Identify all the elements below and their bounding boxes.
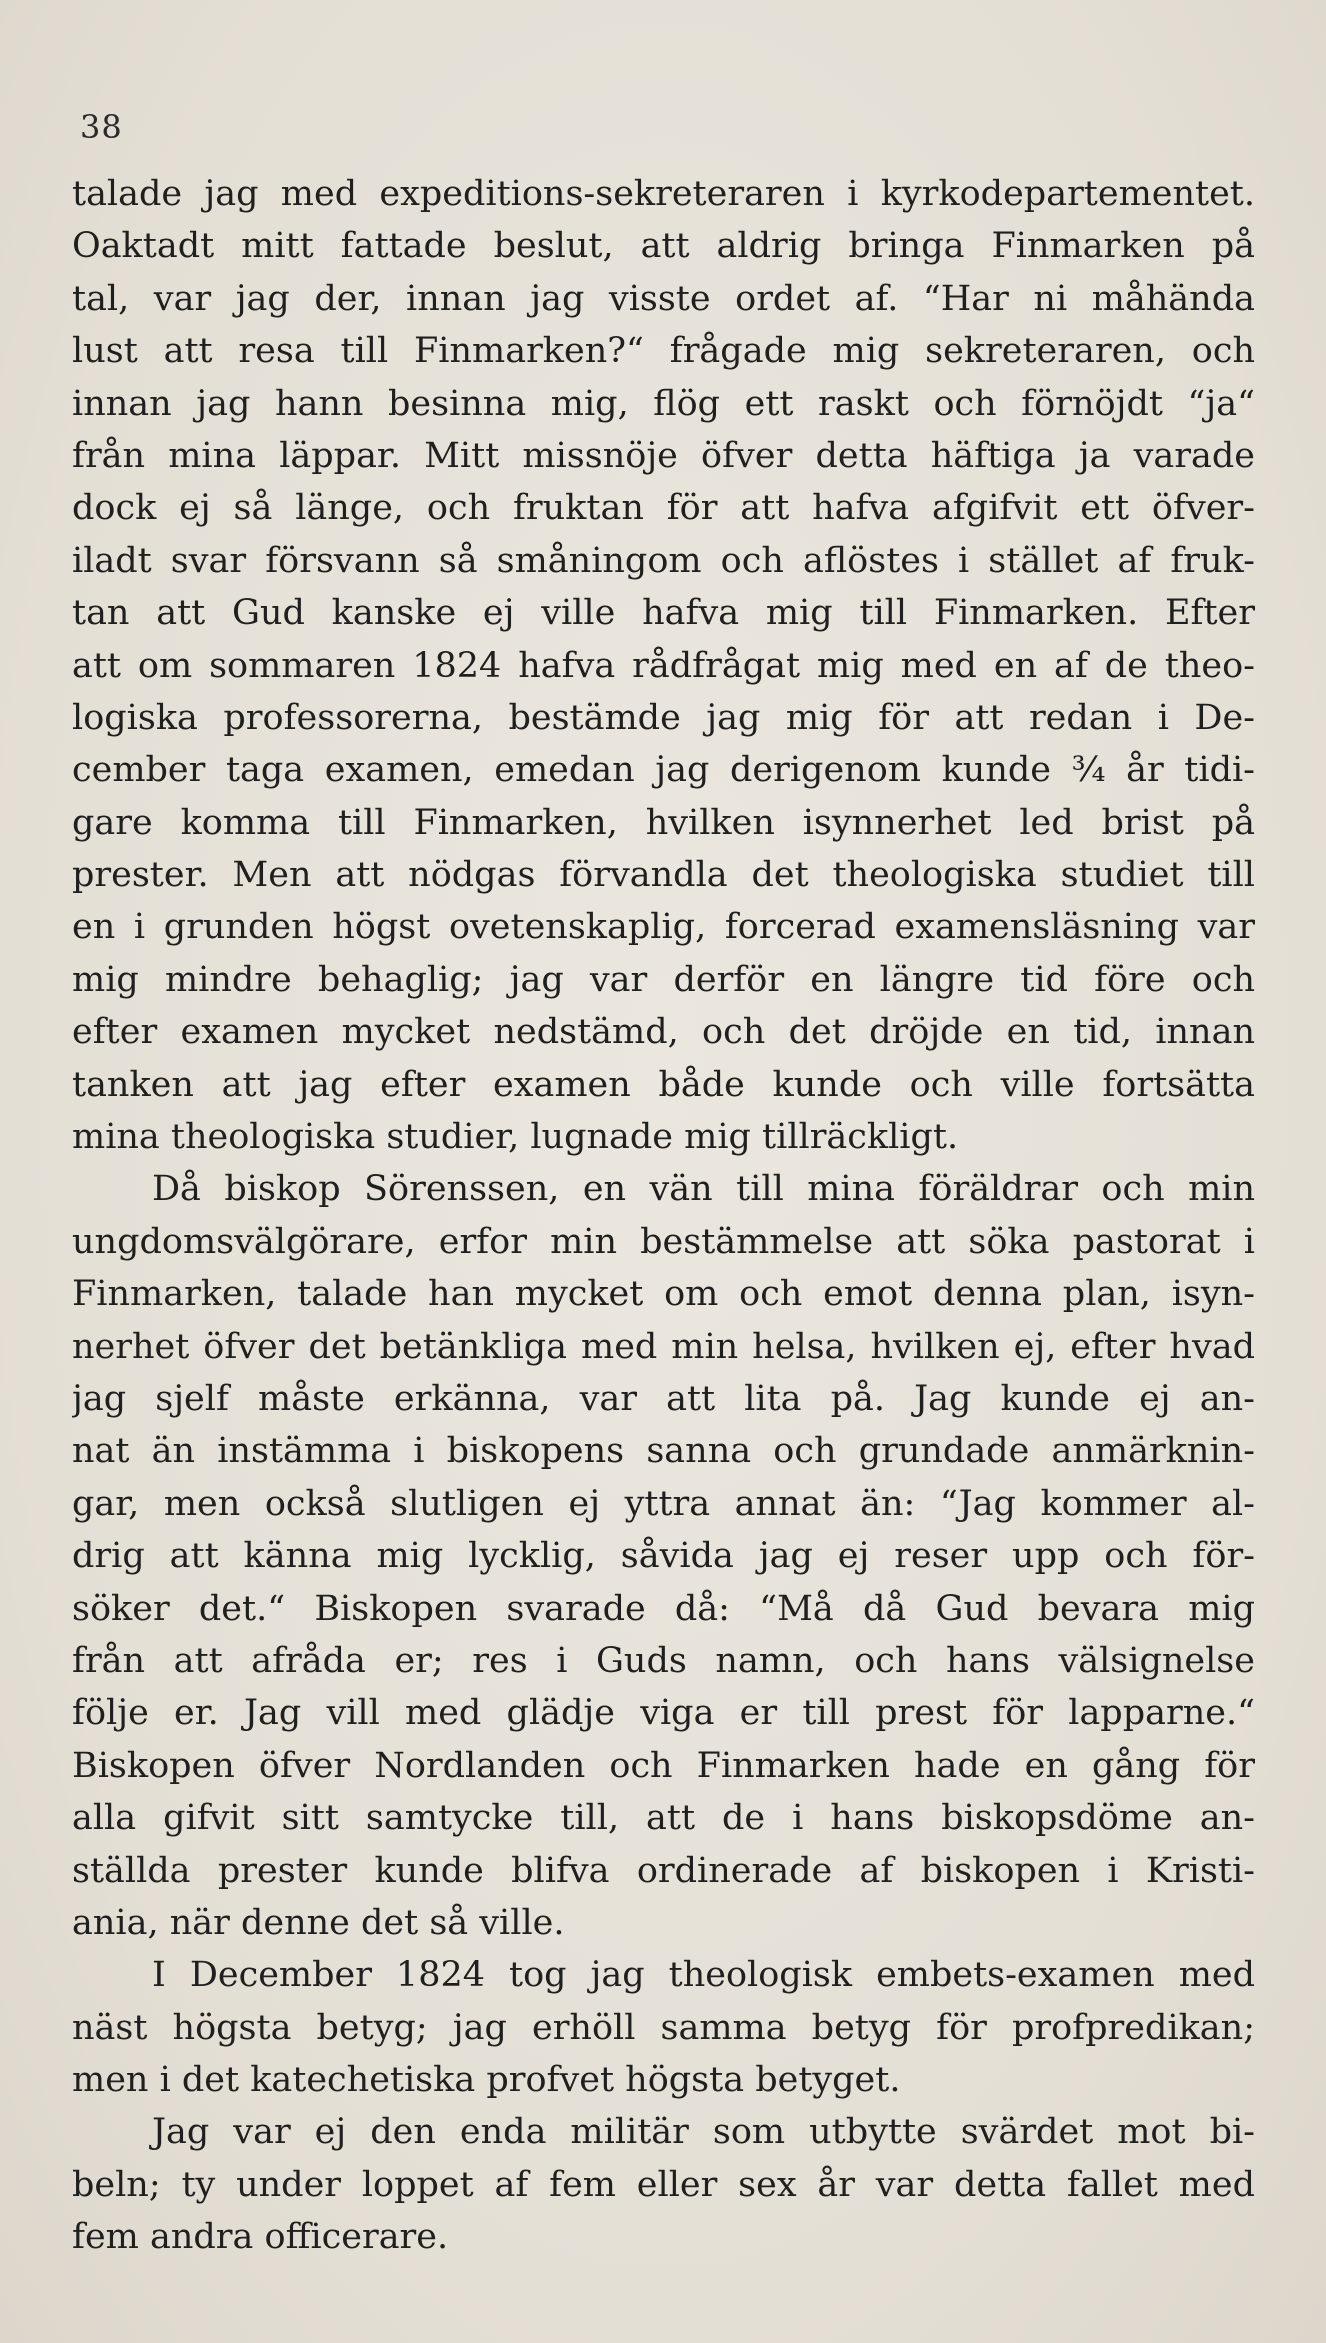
text-line: Då biskop Sörenssen, en vän till mina föräldrar och min: [152, 1169, 1255, 1210]
paragraph: [72, 2106, 1255, 2263]
text-line: ungdomsvälgörare, erfor min bestämmelse att söka pastorat i: [72, 1221, 1255, 1262]
text-line: innan jag hann besinna mig, flög ett raskt och förnöjdt “ja“: [72, 383, 1255, 424]
text-line: Jag var ej den enda militär som utbytte svärdet mot bi-: [152, 2112, 1255, 2153]
text-line: en i grunden högst ovetenskaplig, forcerad examensläsning var: [72, 907, 1255, 948]
text-line: dock ej så länge, och fruktan för att hafva afgifvit ett öfver-: [72, 488, 1255, 529]
text-line: Oaktadt mitt fattade beslut, att aldrig bringa Finmarken på: [72, 226, 1255, 267]
page-number: 38: [80, 108, 123, 146]
text-line: gare komma till Finmarken, hvilken isynnerhet led brist på: [72, 802, 1255, 843]
text-line: Finmarken, talade han mycket om och emot denna plan, isyn-: [72, 1274, 1255, 1315]
text-line: beln; ty under loppet af fem eller sex år var detta fallet med: [72, 2164, 1255, 2205]
text-line: tan att Gud kanske ej ville hafva mig till Finmarken. Efter: [72, 593, 1255, 634]
paragraph: [72, 1949, 1255, 2106]
text-line: efter examen mycket nedstämd, och det dröjde en tid, innan: [72, 1012, 1255, 1053]
text-line: alla gifvit sitt samtycke till, att de i hans biskopsdöme an-: [72, 1798, 1255, 1839]
text-line: fem andra officerare.: [72, 2217, 449, 2258]
body-text: [72, 168, 1255, 2264]
text-line: mina theologiska studier, lugnade mig tillräckligt.: [72, 1117, 959, 1158]
text-line: följe er. Jag vill med glädje viga er till prest för lapparne.“: [72, 1693, 1255, 1734]
text-line: prester. Men att nödgas förvandla det theologiska studiet till: [72, 855, 1255, 896]
text-line: nerhet öfver det betänkliga med min helsa, hvilken ej, efter hvad: [72, 1326, 1255, 1367]
text-line: att om sommaren 1824 hafva rådfrågat mig med en af de theo-: [72, 645, 1255, 686]
text-line: ania, när denne det så ville.: [72, 1902, 565, 1943]
text-line: från mina läppar. Mitt missnöje öfver detta häftiga ja varade: [72, 435, 1255, 476]
text-line: men i det katechetiska profvet högsta betyget.: [72, 2060, 901, 2101]
text-line: iladt svar försvann så småningom och aflöstes i stället af fruk-: [72, 540, 1255, 581]
text-line: lust att resa till Finmarken?“ frågade mig sekreteraren, och: [72, 331, 1255, 372]
text-line: Biskopen öfver Nordlanden och Finmarken hade en gång för: [72, 1745, 1255, 1786]
text-line: tal, var jag der, innan jag visste ordet af. “Har ni måhända: [72, 278, 1255, 319]
text-line: drig att känna mig lycklig, såvida jag ej reser upp och för-: [72, 1536, 1255, 1577]
text-line: jag sjelf måste erkänna, var att lita på. Jag kunde ej an-: [72, 1378, 1255, 1419]
paragraph: [72, 1163, 1255, 1949]
paragraph: [72, 168, 1255, 1163]
text-line: nat än instämma i biskopens sanna och grundade anmärknin-: [72, 1431, 1255, 1472]
text-line: cember taga examen, emedan jag derigenom kunde ¾ år tidi-: [72, 750, 1255, 791]
text-line: tanken att jag efter examen både kunde och ville fortsätta: [72, 1064, 1255, 1105]
text-line: talade jag med expeditions-sekreteraren i kyrkodepartementet.: [72, 174, 1255, 214]
text-line: gar, men också slutligen ej yttra annat än: “Jag kommer al-: [72, 1483, 1255, 1524]
text-line: I December 1824 tog jag theologisk embets-examen med: [152, 1955, 1255, 1996]
text-line: söker det.“ Biskopen svarade då: “Må då Gud bevara mig: [72, 1588, 1255, 1629]
text-line: från att afråda er; res i Guds namn, och hans välsignelse: [72, 1640, 1255, 1681]
text-line: näst högsta betyg; jag erhöll samma betyg för profpredikan;: [72, 2007, 1255, 2048]
text-line: mig mindre behaglig; jag var derför en längre tid före och: [72, 959, 1255, 1000]
text-line: ställda prester kunde blifva ordinerade af biskopen i Kristi-: [72, 1850, 1255, 1891]
text-line: logiska professorerna, bestämde jag mig för att redan i De-: [72, 697, 1255, 738]
